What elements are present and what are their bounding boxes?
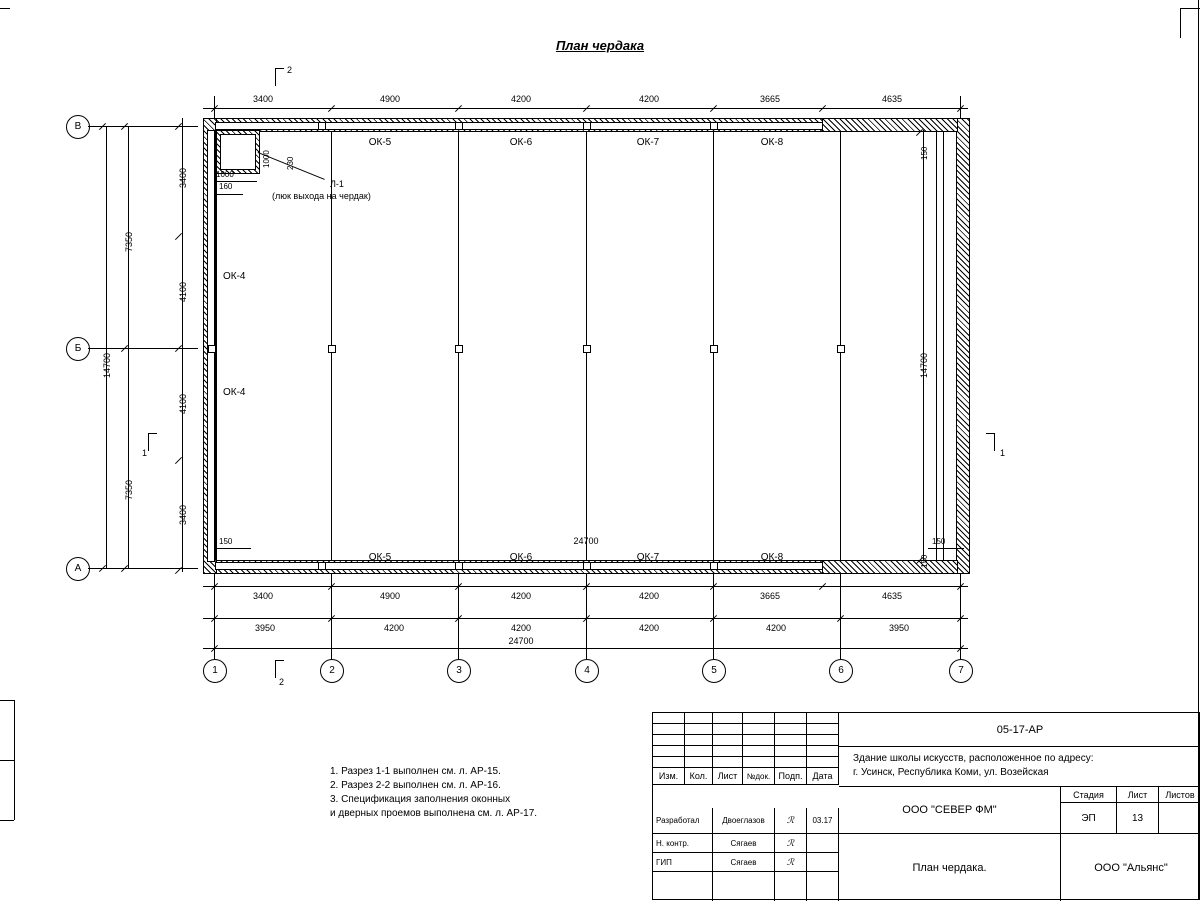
stamp-object <box>839 747 1200 787</box>
revision-cell <box>743 735 775 746</box>
stamp-name-nkontr: Сягаев <box>713 834 775 853</box>
dim-bottom-inner-4: 4200 <box>638 591 660 601</box>
column <box>837 345 845 353</box>
window-label-ok7-top: ОК-7 <box>636 137 660 148</box>
revision-cell <box>807 735 839 746</box>
stamp-signature-nkontr: ℛ <box>775 834 807 853</box>
revision-cell <box>653 735 685 746</box>
stamp-drawing-name: План чердака. <box>839 834 1061 901</box>
dim-line-left-mid <box>128 126 129 568</box>
section-mark-arrow-1-left <box>148 433 157 434</box>
grid-bubble-letter-b: Б <box>66 337 90 361</box>
frame-fragment <box>14 700 15 760</box>
stamp-company: ООО "СЕВЕР ФМ" <box>839 787 1061 834</box>
stamp-object-line2: г. Усинск, Республика Коми, ул. Возейская <box>853 767 1049 778</box>
stamp-empty-sign <box>775 872 807 901</box>
dim-wall-150-bottomright2: 150 <box>920 554 929 568</box>
dim-hatch-height: 1000 <box>262 150 271 168</box>
dim-axes-3: 4200 <box>510 623 532 633</box>
grid-bubble-1: 1 <box>203 659 227 683</box>
window-label-ok4-upper: ОК-4 <box>223 271 246 282</box>
stamp-empty-role <box>653 872 713 901</box>
revision-cell <box>743 713 775 724</box>
stamp-header-izm: Изм. <box>653 768 685 785</box>
hatch-note-label: (люк выхода на чердак) <box>272 191 371 201</box>
grid-bubble-letter-a: А <box>66 557 90 581</box>
dim-hatch-width: 1000 <box>216 170 234 179</box>
window-break <box>583 122 591 130</box>
stamp-signature-razrabotal: ℛ <box>775 808 807 834</box>
section-mark-line-1-left <box>148 433 149 451</box>
section-mark-label-1-left: 1 <box>142 448 148 458</box>
revision-cell <box>807 746 839 757</box>
dim-top-1: 3400 <box>252 94 274 104</box>
wall-bottom-right-solid <box>822 560 958 574</box>
revision-cell <box>743 746 775 757</box>
dim-left-total: 14700 <box>102 352 112 378</box>
stamp-date-nkontr <box>807 834 839 853</box>
window-label-ok7-bottom: ОК-7 <box>636 552 660 563</box>
stamp-stage-value: ЭП <box>1061 803 1117 834</box>
dim-inner-total: 24700 <box>573 536 599 546</box>
stamp-sheets-label: Листов <box>1159 787 1200 803</box>
dim-top-5: 3665 <box>759 94 781 104</box>
stamp-header-ndok: №док. <box>743 768 775 785</box>
dim-wall-230: 230 <box>286 156 295 170</box>
section-mark-label-1-right: 1 <box>1000 448 1006 458</box>
stamp-empty-name <box>713 872 775 901</box>
section-mark-line-2-top <box>275 68 276 86</box>
stamp-stage-label: Стадия <box>1061 787 1117 803</box>
dim-bottom-inner-1: 3400 <box>252 591 274 601</box>
revision-cell <box>775 746 807 757</box>
wall-right <box>956 118 970 574</box>
revision-cell <box>685 757 713 768</box>
revision-cell <box>743 757 775 768</box>
revision-cell <box>807 757 839 768</box>
frame-fragment <box>1180 8 1200 9</box>
window-break <box>455 562 463 570</box>
frame-fragment <box>0 820 14 821</box>
revision-cell <box>713 713 743 724</box>
window-break <box>710 122 718 130</box>
dim-left-mid-1: 7350 <box>124 231 134 252</box>
inner-outline-right <box>956 130 957 560</box>
window-label-ok8-top: ОК-8 <box>760 137 784 148</box>
column <box>583 345 591 353</box>
revision-cell <box>713 746 743 757</box>
window-label-ok5-bottom: ОК-5 <box>368 552 392 563</box>
grid-bubble-4: 4 <box>575 659 599 683</box>
revision-cell <box>775 724 807 735</box>
dim-left-mid-2: 7350 <box>124 479 134 500</box>
section-mark-line-1-right <box>994 433 995 451</box>
stamp-signature-gip: ℛ <box>775 853 807 872</box>
dim-axes-4: 4200 <box>638 623 660 633</box>
page-title: План чердака <box>555 38 645 53</box>
stamp-role-razrabotal: Разработал <box>653 808 713 834</box>
dim-bottom-inner-6: 4635 <box>881 591 903 601</box>
revision-cell <box>713 757 743 768</box>
dim-top-4: 4200 <box>638 94 660 104</box>
revision-cell <box>685 746 713 757</box>
section-mark-label-2-top: 2 <box>287 65 293 75</box>
dim-bottom-inner-3: 4200 <box>510 591 532 601</box>
stamp-header-kol: Кол. <box>685 768 713 785</box>
frame-fragment <box>0 8 10 9</box>
section-mark-arrow-1-right <box>986 433 995 434</box>
window-label-ok8-bottom: ОК-8 <box>760 552 784 563</box>
revision-cell <box>685 713 713 724</box>
frame-fragment <box>1180 8 1181 38</box>
revision-cell <box>713 724 743 735</box>
dim-line-right-total <box>923 130 924 560</box>
axis-line-5 <box>713 120 714 659</box>
revision-cell <box>775 713 807 724</box>
stamp-empty-date <box>807 872 839 901</box>
dim-axes-6: 3950 <box>888 623 910 633</box>
revision-cell <box>713 735 743 746</box>
stamp-date-gip <box>807 853 839 872</box>
axis-line-3 <box>458 120 459 659</box>
dim-left-inner-4: 3400 <box>178 504 188 525</box>
title-block <box>652 712 1200 900</box>
frame-fragment <box>0 760 14 761</box>
stamp-sheet-label: Лист <box>1117 787 1159 803</box>
revision-cell <box>807 713 839 724</box>
revision-cell <box>807 724 839 735</box>
note-3: 3. Спецификация заполнения оконных <box>330 794 511 805</box>
stamp-designer-company: ООО "Альянс" <box>1094 861 1168 874</box>
grid-bubble-6: 6 <box>829 659 853 683</box>
dim-tick <box>175 457 182 464</box>
dim-right-total: 14700 <box>919 352 929 378</box>
section-mark-line-2-bottom <box>275 660 276 678</box>
revision-cell <box>775 735 807 746</box>
window-label-ok6-top: ОК-6 <box>509 137 533 148</box>
revision-cell <box>653 724 685 735</box>
column <box>455 345 463 353</box>
inner-line-right <box>936 130 944 562</box>
window-label-ok4-lower: ОК-4 <box>223 387 246 398</box>
stamp-header-podp: Подп. <box>775 768 807 785</box>
frame-fragment <box>0 700 14 701</box>
revision-cell <box>653 757 685 768</box>
dim-wall-150-topright: 150 <box>920 146 929 160</box>
section-mark-arrow-2-top <box>275 68 284 69</box>
dim-wall-150-bottomleft: 150 <box>219 537 233 546</box>
grid-bubble-letter-v: В <box>66 115 90 139</box>
dim-left-inner-3: 4100 <box>178 393 188 414</box>
grid-bubble-2: 2 <box>320 659 344 683</box>
dim-axes-5: 4200 <box>765 623 787 633</box>
stamp-role-gip: ГИП <box>653 853 713 872</box>
stamp-header-data: Дата <box>807 768 839 785</box>
dim-tick <box>175 233 182 240</box>
column <box>208 345 216 353</box>
dim-top-3: 4200 <box>510 94 532 104</box>
dim-wall-150-bottomright: 150 <box>932 537 946 546</box>
section-mark-arrow-2-bottom <box>275 660 284 661</box>
attic-hatch-inner <box>220 134 256 170</box>
dim-top-2: 4900 <box>379 94 401 104</box>
stamp-name-razrabotal: Двоеглазов <box>713 808 775 834</box>
revision-cell <box>685 735 713 746</box>
grid-bubble-3: 3 <box>447 659 471 683</box>
stamp-role-nkontr: Н. контр. <box>653 834 713 853</box>
column <box>328 345 336 353</box>
stamp-date-razrabotal: 03.17 <box>807 808 839 834</box>
revision-cell <box>653 746 685 757</box>
note-4: и дверных проемов выполнена см. л. АР-17. <box>330 808 538 819</box>
axis-line-4 <box>586 120 587 659</box>
stamp-code: 05-17-АР <box>839 713 1200 747</box>
dim-axes-2: 4200 <box>383 623 405 633</box>
dim-line-total-bottom <box>203 648 968 649</box>
wall-top-right-solid <box>822 118 958 132</box>
note-2: 2. Разрез 2-2 выполнен см. л. АР-16. <box>330 780 501 791</box>
stamp-sheets-value <box>1159 803 1200 834</box>
window-label-ok5-top: ОК-5 <box>368 137 392 148</box>
dim-top-6: 4635 <box>881 94 903 104</box>
dim-left-inner-2: 4100 <box>178 281 188 302</box>
dim-left-inner-1: 3400 <box>178 167 188 188</box>
revision-cell <box>653 713 685 724</box>
stamp-header-list: Лист <box>713 768 743 785</box>
dim-line-150-bl <box>215 548 251 549</box>
window-break <box>583 562 591 570</box>
stamp-sheet-value: 13 <box>1117 803 1159 834</box>
section-mark-label-2-bottom: 2 <box>279 677 285 687</box>
window-break <box>455 122 463 130</box>
revision-cell <box>743 724 775 735</box>
dim-bottom-inner-2: 4900 <box>379 591 401 601</box>
window-break <box>318 562 326 570</box>
window-break <box>318 122 326 130</box>
frame-fragment <box>14 760 15 820</box>
dim-bottom-inner-5: 3665 <box>759 591 781 601</box>
revision-cell <box>775 757 807 768</box>
dim-line-150-br <box>928 548 964 549</box>
stamp-name-gip: Сягаев <box>713 853 775 872</box>
column <box>710 345 718 353</box>
dim-line-wall-160 <box>215 194 243 195</box>
stamp-object-line1: Здание школы искусств, расположенное по адресу: <box>853 753 1094 764</box>
hatch-code-label: Л-1 <box>330 179 344 189</box>
dim-total-bottom: 24700 <box>508 636 534 646</box>
revision-cell <box>685 724 713 735</box>
note-1: 1. Разрез 1-1 выполнен см. л. АР-15. <box>330 766 501 777</box>
dim-line-left-total <box>106 126 107 568</box>
notes-block <box>330 765 537 821</box>
grid-bubble-5: 5 <box>702 659 726 683</box>
window-label-ok6-bottom: ОК-6 <box>509 552 533 563</box>
grid-bubble-7: 7 <box>949 659 973 683</box>
dim-axes-1: 3950 <box>254 623 276 633</box>
window-break <box>710 562 718 570</box>
dim-wall-160: 160 <box>219 182 233 191</box>
axis-line-6 <box>840 120 841 659</box>
